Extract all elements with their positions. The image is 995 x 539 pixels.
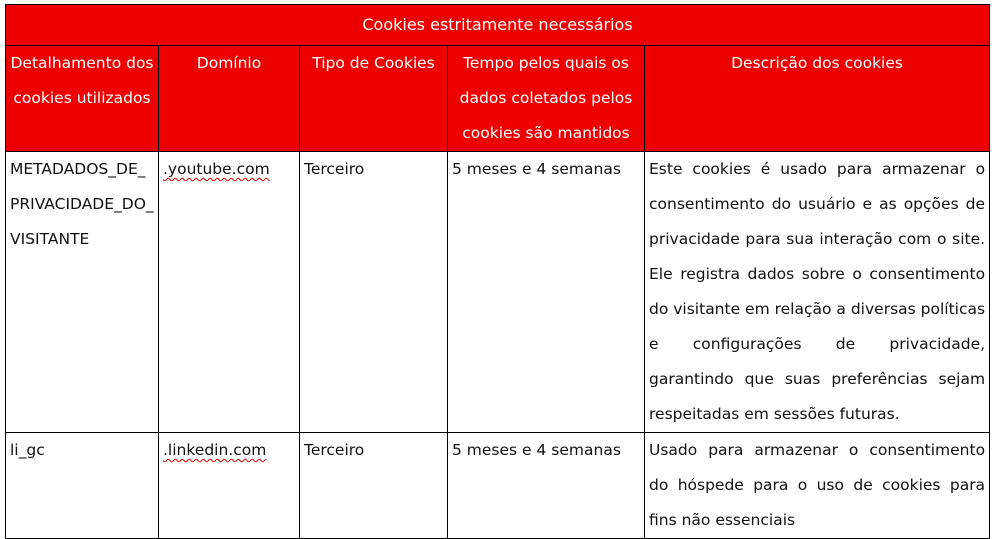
- header-retention: Tempo pelos quais os dados coletados pelos cookies são mantidos: [448, 46, 645, 152]
- cookie-description: Este cookies é usado para armazenar o consentimento do usuário e as opções de privacidade para sua interação com o site. Ele registra dados sobre o consentimento do visitante em relação a diversas políticas e configurações de privacidade, garantindo que suas preferências sejam respeitadas em sessões futuras.: [645, 152, 990, 433]
- header-domain: Domínio: [159, 46, 300, 152]
- cookie-domain: [159, 152, 300, 433]
- table-row: [6, 152, 990, 433]
- cookie-retention: 5 meses e 4 semanas: [448, 433, 645, 539]
- domain-text: .youtube.com: [163, 160, 270, 178]
- cookie-name: li_gc: [6, 433, 159, 539]
- cookie-description: Usado para armazenar o consentimento do hóspede para o uso de cookies para fins não essenciais: [645, 433, 990, 539]
- cookie-name: METADADOS_DE_PRIVACIDADE_DO_VISITANTE: [6, 152, 159, 433]
- domain-text: .linkedin.com: [163, 441, 267, 459]
- cookie-retention: 5 meses e 4 semanas: [448, 152, 645, 433]
- header-cookie-details: Detalhamento dos cookies utilizados: [6, 46, 159, 152]
- table-row: [6, 433, 990, 539]
- title-row: [6, 5, 990, 46]
- cookie-type: Terceiro: [300, 152, 448, 433]
- table-title: Cookies estritamente necessários: [6, 5, 990, 46]
- cookie-table: [5, 4, 990, 539]
- cookie-domain: [159, 433, 300, 539]
- header-cookie-type: Tipo de Cookies: [300, 46, 448, 152]
- cookie-type: Terceiro: [300, 433, 448, 539]
- header-description: Descrição dos cookies: [645, 46, 990, 152]
- header-row: [6, 46, 990, 152]
